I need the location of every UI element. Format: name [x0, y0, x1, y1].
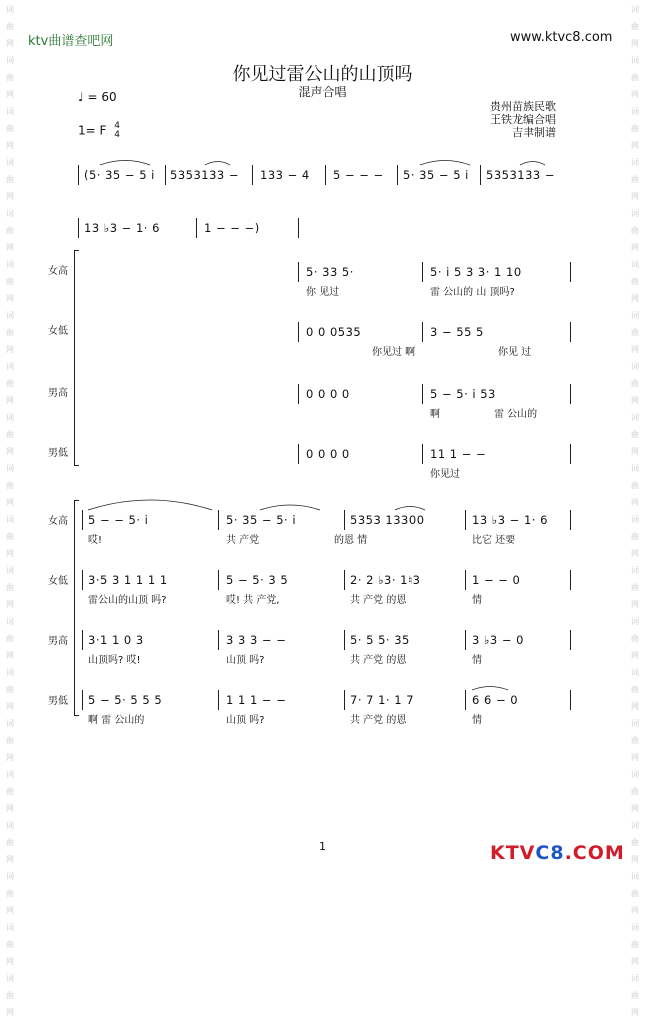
watermark-char: 词 [6, 770, 14, 779]
song-title: 你见过雷公山的山顶吗 [232, 64, 413, 85]
s1-soprano-bar-1: 5· 33 5· [306, 265, 354, 279]
intro-bar-3: 133 − 4 [260, 168, 310, 182]
watermark-char: 曲 [6, 328, 14, 337]
watermark-char: 网 [631, 906, 639, 915]
watermark-char: 词 [6, 923, 14, 932]
watermark-char: 曲 [6, 685, 14, 694]
watermark-char: 词 [631, 515, 639, 524]
intro-bar-8: 1 − − −) [204, 221, 260, 235]
part-label-soprano-2: 女高 [48, 516, 68, 527]
watermark-char: 曲 [6, 481, 14, 490]
watermark-char: 曲 [6, 430, 14, 439]
watermark-char: 网 [6, 855, 14, 864]
s1-alto-lyric-1: 你见过 啊 [372, 347, 416, 358]
watermark-char: 词 [631, 464, 639, 473]
watermark-char: 词 [631, 872, 639, 881]
watermark-char: 词 [6, 107, 14, 116]
watermark-char: 词 [6, 260, 14, 269]
part-label-bass-2: 男低 [48, 696, 68, 707]
watermark-char: 词 [631, 668, 639, 677]
s1-soprano-bar-2: 5· i 5 3 3· 1 10 [430, 265, 522, 279]
watermark-char: 词 [631, 260, 639, 269]
s1-bass-bar-2: 11 1 − − [430, 447, 487, 461]
watermark-char: 网 [631, 855, 639, 864]
site-url-right[interactable]: www.ktvc8.com [510, 30, 613, 45]
watermark-char: 曲 [631, 889, 639, 898]
watermark-char: 网 [631, 39, 639, 48]
watermark-char: 曲 [631, 532, 639, 541]
s2-tenor-lyric-4: 情 [472, 655, 482, 666]
s2-soprano-bar-3: 5353 13300 [350, 513, 425, 527]
s2-tenor-lyric-1: 山顶吗? 哎! [88, 655, 141, 666]
watermark-char: 词 [6, 413, 14, 422]
watermark-char: 网 [6, 345, 14, 354]
watermark-char: 词 [631, 362, 639, 371]
watermark-char: 曲 [631, 736, 639, 745]
s2-tenor-bar-4: 3 ♭3 − 0 [472, 633, 524, 647]
s1-tenor-bar-2: 5 − 5· i 53 [430, 387, 496, 401]
watermark-char: 网 [6, 141, 14, 150]
watermark-char: 曲 [631, 481, 639, 490]
watermark-char: 曲 [6, 838, 14, 847]
s2-tenor-bar-2: 3 3 3 − − [226, 633, 287, 647]
s2-bass-bar-1: 5 − 5· 5 5 5 [88, 693, 163, 707]
watermark-char: 词 [6, 566, 14, 575]
s2-alto-lyric-1: 雷公山的山顶 吗? [88, 595, 167, 606]
watermark-char: 曲 [6, 124, 14, 133]
s2-soprano-bar-1: 5 − − 5· i [88, 513, 149, 527]
key-label: 1= F [78, 123, 107, 138]
intro-bar-2: 5353133 − [170, 168, 240, 182]
intro-bar-5: 5· 35 − 5 i [403, 168, 469, 182]
s2-bass-lyric-3: 共 产党 的恩 [350, 715, 407, 726]
watermark-char: 网 [631, 651, 639, 660]
watermark-char: 曲 [6, 379, 14, 388]
watermark-char: 网 [6, 600, 14, 609]
watermark-char: 网 [631, 753, 639, 762]
song-subtitle: 混声合唱 [298, 85, 347, 99]
s2-soprano-bar-2: 5· 35 − 5· i [226, 513, 297, 527]
watermark-char: 网 [631, 90, 639, 99]
watermark-char: 曲 [6, 73, 14, 82]
intro-bar-6: 5353133 − [486, 168, 556, 182]
intro-bar-7: 13 ♭3 − 1· 6 [84, 221, 160, 235]
watermark-char: 曲 [6, 940, 14, 949]
part-label-alto-1: 女低 [48, 326, 68, 337]
part-label-soprano-1: 女高 [48, 266, 68, 277]
watermark-char: 词 [631, 107, 639, 116]
watermark-char: 曲 [631, 685, 639, 694]
watermark-char: 网 [6, 651, 14, 660]
watermark-char: 网 [6, 906, 14, 915]
watermark-char: 网 [631, 549, 639, 558]
watermark-char: 词 [6, 158, 14, 167]
watermark-char: 曲 [631, 430, 639, 439]
watermark-char: 词 [6, 515, 14, 524]
watermark-char: 曲 [631, 226, 639, 235]
credit-origin: 贵州苗族民歌 [490, 100, 556, 113]
watermark-char: 曲 [631, 940, 639, 949]
s1-soprano-lyric-2: 雷 公山的 山 顶吗? [430, 287, 515, 298]
watermark-char: 词 [631, 821, 639, 830]
watermark-char: 网 [631, 294, 639, 303]
s1-tenor-lyric-1: 啊 [430, 409, 440, 420]
s2-bass-bar-2: 1 1 1 − − [226, 693, 287, 707]
s2-soprano-lyric-2: 共 产党 [226, 535, 260, 546]
credit-transcriber: 吉聿制谱 [512, 126, 556, 139]
watermark-char: 曲 [631, 175, 639, 184]
watermark-char: 曲 [631, 328, 639, 337]
watermark-char: 词 [631, 617, 639, 626]
watermark-char: 曲 [631, 634, 639, 643]
watermark-char: 曲 [631, 838, 639, 847]
s1-soprano-lyric-1: 你 见过 [306, 287, 340, 298]
watermark-char: 网 [6, 804, 14, 813]
watermark-char: 网 [631, 702, 639, 711]
part-label-bass-1: 男低 [48, 448, 68, 459]
watermark-char: 词 [6, 464, 14, 473]
watermark-char: 曲 [6, 226, 14, 235]
s1-alto-bar-1: 0 0 0535 [306, 325, 362, 339]
watermark-char: 词 [631, 566, 639, 575]
watermark-char: 曲 [631, 991, 639, 1000]
watermark-char: 曲 [6, 277, 14, 286]
watermark-char: 网 [631, 600, 639, 609]
watermark-char: 网 [631, 141, 639, 150]
time-bottom: 4 [114, 130, 120, 140]
watermark-char: 网 [631, 957, 639, 966]
watermark-char: 词 [631, 311, 639, 320]
watermark-char: 曲 [631, 124, 639, 133]
watermark-char: 曲 [6, 889, 14, 898]
watermark-char: 词 [6, 719, 14, 728]
watermark-char: 词 [6, 311, 14, 320]
watermark-char: 网 [6, 192, 14, 201]
s2-bass-lyric-2: 山顶 吗? [226, 715, 265, 726]
watermark-char: 网 [631, 396, 639, 405]
s2-soprano-lyric-3: 的恩 情 [334, 535, 368, 546]
watermark-char: 曲 [6, 991, 14, 1000]
watermark-char: 词 [631, 413, 639, 422]
watermark-char: 网 [631, 192, 639, 201]
s2-bass-bar-4: 6 6 − 0 [472, 693, 519, 707]
s2-soprano-bar-4: 13 ♭3 − 1· 6 [472, 513, 548, 527]
s1-tenor-lyric-2: 雷 公山的 [494, 409, 538, 420]
watermark-char: 词 [6, 974, 14, 983]
s2-alto-lyric-3: 共 产党 的恩 [350, 595, 407, 606]
watermark-char: 词 [631, 56, 639, 65]
s2-tenor-lyric-2: 山顶 吗? [226, 655, 265, 666]
watermark-char: 词 [631, 5, 639, 14]
s1-bass-bar-1: 0 0 0 0 [306, 447, 350, 461]
time-top: 4 [114, 121, 120, 131]
watermark-char: 词 [6, 668, 14, 677]
watermark-char: 词 [6, 872, 14, 881]
watermark-char: 词 [6, 56, 14, 65]
watermark-char: 词 [631, 719, 639, 728]
s1-bass-lyric-1: 你见过 [430, 469, 460, 480]
part-label-tenor-1: 男高 [48, 388, 68, 399]
watermark-char: 曲 [6, 634, 14, 643]
watermark-char: 词 [631, 974, 639, 983]
watermark-char: 网 [6, 549, 14, 558]
s2-tenor-lyric-3: 共 产党 的恩 [350, 655, 407, 666]
watermark-char: 曲 [631, 787, 639, 796]
watermark-char: 词 [6, 821, 14, 830]
watermark-char: 词 [631, 158, 639, 167]
page-number: 1 [319, 840, 326, 853]
intro-bar-1: (5· 35 − 5 i [84, 168, 155, 182]
s1-tenor-bar-1: 0 0 0 0 [306, 387, 350, 401]
watermark-char: 曲 [631, 73, 639, 82]
s2-alto-lyric-4: 情 [472, 595, 482, 606]
watermark-char: 网 [6, 753, 14, 762]
watermark-char: 网 [631, 804, 639, 813]
s2-tenor-bar-1: 3·1 1 0 3 [88, 633, 144, 647]
watermark-char: 网 [6, 498, 14, 507]
watermark-char: 曲 [631, 22, 639, 31]
s1-alto-lyric-2: 你见 过 [498, 347, 532, 358]
s2-soprano-lyric-1: 哎! [88, 535, 103, 546]
watermark-char: 网 [6, 957, 14, 966]
watermark-char: 曲 [6, 22, 14, 31]
watermark-char: 词 [6, 617, 14, 626]
watermark-char: 网 [6, 396, 14, 405]
tempo-mark: ♩ = 60 [78, 90, 117, 104]
watermark-char: 曲 [6, 532, 14, 541]
watermark-char: 网 [631, 243, 639, 252]
watermark-char: 词 [6, 209, 14, 218]
watermark-char: 网 [6, 702, 14, 711]
s2-bass-lyric-4: 情 [472, 715, 482, 726]
brand-logo[interactable]: KTVC8.COM [490, 842, 625, 864]
watermark-char: 曲 [6, 175, 14, 184]
watermark-char: 曲 [6, 787, 14, 796]
s2-alto-lyric-2: 哎! 共 产党, [226, 595, 280, 606]
watermark-char: 曲 [631, 277, 639, 286]
site-name-left[interactable]: ktv曲谱查吧网 [28, 34, 114, 49]
s1-alto-bar-2: 3 − 55 5 [430, 325, 484, 339]
s2-alto-bar-1: 3·5 3 1 1 1 1 [88, 573, 168, 587]
watermark-char: 曲 [631, 583, 639, 592]
watermark-char: 网 [631, 1008, 639, 1017]
watermark-char: 网 [631, 498, 639, 507]
watermark-char: 网 [6, 39, 14, 48]
watermark-char: 网 [6, 1008, 14, 1017]
watermark-char: 词 [631, 209, 639, 218]
watermark-char: 词 [631, 923, 639, 932]
watermark-char: 网 [6, 90, 14, 99]
intro-bar-4: 5 − − − [333, 168, 384, 182]
watermark-char: 曲 [6, 583, 14, 592]
credit-arranger: 王铁龙编合唱 [490, 113, 556, 126]
s2-bass-bar-3: 7· 7 1· 1 7 [350, 693, 415, 707]
s2-alto-bar-2: 5 − 5· 3 5 [226, 573, 289, 587]
watermark-char: 曲 [631, 379, 639, 388]
s2-soprano-lyric-4: 比它 还要 [472, 535, 516, 546]
watermark-char: 网 [631, 345, 639, 354]
watermark-char: 词 [6, 362, 14, 371]
watermark-char: 词 [6, 5, 14, 14]
part-label-alto-2: 女低 [48, 576, 68, 587]
watermark-char: 网 [6, 447, 14, 456]
watermark-char: 网 [6, 294, 14, 303]
part-label-tenor-2: 男高 [48, 636, 68, 647]
watermark-char: 词 [631, 770, 639, 779]
watermark-char: 网 [631, 447, 639, 456]
watermark-char: 曲 [6, 736, 14, 745]
watermark-char: 网 [6, 243, 14, 252]
s2-tenor-bar-3: 5· 5 5· 35 [350, 633, 410, 647]
s2-bass-lyric-1: 啊 雷 公山的 [88, 715, 145, 726]
s2-alto-bar-3: 2· 2 ♭3· 1♮3 [350, 573, 421, 587]
s2-alto-bar-4: 1 − − 0 [472, 573, 521, 587]
